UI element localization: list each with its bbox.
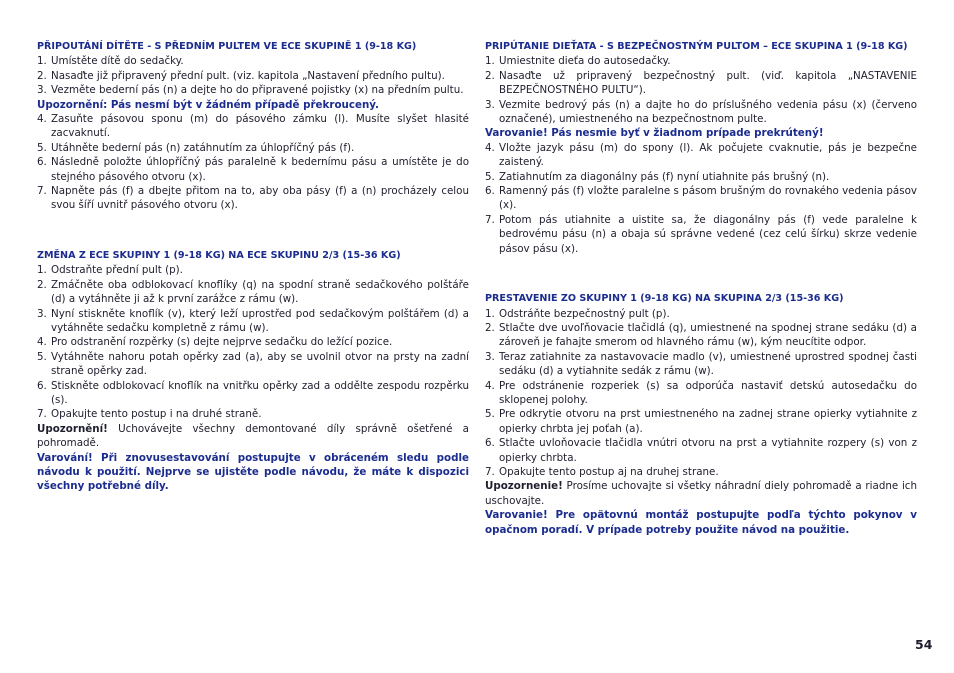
instruction-item	[485, 141, 917, 170]
item-number: 1.	[37, 55, 47, 68]
item-text: Stlačte dve uvoľňovacie tlačidlá (q), umiestnené na spodnej strane sedáku (d) a zároveň je fahajte smerom od hlavného rámu (w), kým neucítite odpor.	[499, 321, 917, 349]
item-text: Stiskněte odblokovací knoflík na vnitřku opěrky zad a oddělte zespodu rozpěrku (s).	[51, 379, 469, 406]
instruction-item	[37, 307, 469, 336]
instruction-item	[485, 213, 917, 256]
item-text: Nasaďte již připravený přední pult. (viz. kapitola „Nastavení předního pultu).	[51, 69, 445, 82]
instruction-item	[37, 379, 469, 408]
item-text: Stlačte uvloňovacie tlačidla vnútri otvoru na prst a vytiahnite rozpery (s) von z opierky chrbta.	[499, 437, 917, 464]
instruction-item	[37, 184, 469, 213]
item-number: 4.	[485, 379, 495, 392]
item-number: 5.	[37, 350, 47, 363]
instruction-item	[37, 141, 469, 155]
instruction-item	[37, 350, 469, 379]
instruction-item	[37, 83, 469, 97]
instruction-item	[37, 407, 469, 421]
item-text: Odstraňte přední pult (p).	[51, 264, 183, 277]
item-text: Utáhněte bederní pás (n) zatáhnutím za úhlopříčný pás (f).	[51, 141, 355, 154]
item-text: Vezmite bedrový pás (n) a dajte ho do príslušného vedenia pásu (x) (červeno označené), umiestneného na bezpečnostnom pulte.	[499, 98, 917, 126]
note-label: Upozornenie!	[485, 480, 563, 493]
instruction-list	[485, 141, 917, 256]
item-number: 1.	[485, 55, 495, 68]
item-number: 4.	[37, 336, 47, 349]
section-heading: PŘIPOUTÁNÍ DÍTĚTE - S PŘEDNÍM PULTEM VE ECE SKUPINĚ 1 (9-18 KG)	[37, 41, 417, 52]
item-text: Pro odstranění rozpěrky (s) dejte nejprve sedačku do ležící pozice.	[51, 336, 393, 349]
item-text: Pre odstránenie rozperiek (s) sa odporúča nastaviť detskú autosedačku do sklopenej polohy.	[499, 379, 917, 406]
item-text: Napněte pás (f) a dbejte přitom na to, aby oba pásy (f) a (n) procházely celou svou šíří uvnitř pásového otvoru (x).	[51, 185, 469, 212]
item-text: Umístěte dítě do sedačky.	[51, 55, 184, 68]
item-text: Pre odkrytie otvoru na prst umiestneného na zadnej strane opierky vytiahnite z opierky chrbta jej poťah (a).	[499, 408, 917, 435]
item-text: Potom pás utiahnite a uistite sa, že diagonálny pás (f) vede paralelne k bedrovému pásu (n) a obaja sú správne vedené (cez celú šírku) skrze vedenie pásov pásu (x).	[499, 213, 917, 255]
item-number: 1.	[37, 264, 47, 277]
note-label: Upozornění!	[37, 422, 108, 435]
instruction-item	[485, 69, 917, 98]
item-number: 1.	[485, 307, 495, 320]
note-paragraph	[37, 422, 469, 451]
item-number: 2.	[485, 321, 495, 334]
instruction-list	[485, 54, 917, 126]
left-column	[37, 40, 469, 494]
item-number: 5.	[485, 170, 495, 183]
item-number: 6.	[485, 185, 495, 198]
warning-text: Upozornění: Pás nesmí být v žádném případě překroucený.	[37, 98, 379, 111]
section	[37, 249, 469, 494]
item-number: 5.	[37, 141, 47, 154]
item-number: 3.	[485, 350, 495, 363]
instruction-item	[485, 407, 917, 436]
instruction-item	[485, 350, 917, 379]
item-number: 3.	[37, 307, 47, 320]
instruction-item	[37, 54, 469, 68]
item-text: Následně položte úhlopříčný pás paralelně k bedernímu pásu a umístěte je do stejného pásového otvoru (x).	[51, 156, 469, 183]
item-number: 3.	[37, 84, 47, 97]
note-paragraph	[485, 479, 917, 508]
item-number: 3.	[485, 98, 495, 111]
item-number: 6.	[37, 379, 47, 392]
item-text: Nyní stiskněte knoflík (v), který leží uprostřed pod sedačkovým polštářem (d) a vytáhněte sedačku kompletně z rámu (w).	[51, 307, 469, 334]
item-text: Vezměte bederní pás (n) a dejte ho do připravené pojistky (x) na předním pultu.	[51, 84, 464, 97]
item-number: 5.	[485, 408, 495, 421]
instruction-list	[37, 263, 469, 421]
instruction-item	[37, 335, 469, 349]
page-number: 54	[915, 637, 933, 652]
right-column	[485, 40, 917, 537]
instruction-item	[37, 155, 469, 184]
warning-text: Varovanie! Pás nesmie byť v žiadnom prípade prekrútený!	[485, 127, 824, 140]
instruction-item	[37, 69, 469, 83]
section-heading: PRIPÚTANIE DIEŤATA - S BEZPEČNOSTNÝM PULTOM – ECE SKUPINA 1 (9-18 KG)	[485, 41, 908, 52]
instruction-item	[485, 54, 917, 68]
item-number: 4.	[37, 113, 47, 126]
section-heading: PRESTAVENIE ZO SKUPINY 1 (9-18 KG) NA SKUPINA 2/3 (15-36 KG)	[485, 293, 844, 305]
warning-text: Varování! Při znovusestavování postupujte v obráceném sledu podle návodu k použití. Nejprve se ujistěte podle návodu, že máte k dispozici všechny potřebné díly.	[37, 451, 469, 493]
item-text: Opakujte tento postup aj na druhej strane.	[499, 465, 719, 478]
instruction-item	[485, 170, 917, 184]
instruction-list	[37, 54, 469, 97]
item-text: Zatiahnutím za diagonálny pás (f) nyní utiahnite pás brušný (n).	[499, 170, 830, 183]
item-text: Vložte jazyk pásu (m) do spony (l). Ak počujete cvaknutie, pás je bezpečne zaistený.	[499, 141, 917, 169]
instruction-item	[485, 321, 917, 350]
item-number: 6.	[37, 156, 47, 169]
item-number: 2.	[37, 278, 47, 291]
warning-text: Varovanie! Pre opätovnú montáž postupujte podľa týchto pokynov v opačnom poradí. V prípade potreby použite návod na použitie.	[485, 509, 917, 536]
section-heading: ZMĚNA Z ECE SKUPINY 1 (9-18 KG) NA ECE SKUPINU 2/3 (15-36 KG)	[37, 249, 401, 261]
item-number: 2.	[485, 69, 495, 82]
item-number: 7.	[37, 185, 47, 198]
instruction-item	[37, 112, 469, 141]
instruction-item	[485, 465, 917, 479]
item-number: 7.	[485, 465, 495, 478]
item-text: Zmáčněte oba odblokovací knoflíky (q) na spodní straně sedačkového polštáře (d) a vytáhněte ji až k první zarážce z rámu (w).	[51, 278, 469, 306]
item-number: 2.	[37, 69, 47, 82]
instruction-item	[485, 379, 917, 408]
note-text: Prosíme uchovajte si všetky náhradní diely pohromadě a riadne ich uschovajte.	[485, 480, 917, 507]
item-text: Zasuňte pásovou sponu (m) do pásového zámku (l). Musíte slyšet hlasité zacvaknutí.	[51, 113, 469, 140]
instruction-item	[37, 263, 469, 277]
item-number: 6.	[485, 437, 495, 450]
item-number: 7.	[37, 408, 47, 421]
instruction-item	[485, 184, 917, 213]
section	[485, 40, 917, 256]
section	[485, 292, 917, 537]
instruction-list	[37, 112, 469, 213]
item-text: Ramenný pás (f) vložte paralelne s pásom brušným do rovnakého vedenia pásov (x).	[499, 185, 917, 212]
item-text: Opakujte tento postup i na druhé straně.	[51, 408, 262, 421]
item-number: 4.	[485, 141, 495, 154]
item-text: Umiestnite dieťa do autosedačky.	[499, 55, 671, 68]
instruction-item	[485, 436, 917, 465]
instruction-item	[37, 278, 469, 307]
section	[37, 40, 469, 213]
instruction-item	[485, 98, 917, 127]
note-text: Uchovávejte všechny demontované díly správně ošetřené a pohromadě.	[37, 422, 469, 450]
item-text: Teraz zatiahnite za nastavovacie madlo (v), umiestnené uprostred spodnej časti sedáku (d) a vytiahnite sedák z rámu (w).	[499, 350, 917, 378]
instruction-item	[485, 307, 917, 321]
item-text: Nasaďte už pripravený bezpečnostný pult. (viď. kapitola „NASTAVENIE BEZPEČNOSTNÉHO PULTU“).	[499, 69, 917, 97]
item-text: Odstráňte bezpečnostný pult (p).	[499, 307, 670, 320]
instruction-list	[485, 307, 917, 480]
item-text: Vytáhněte nahoru potah opěrky zad (a), aby se uvolnil otvor na prsty na zadní straně opěrky zad.	[51, 350, 469, 378]
item-number: 7.	[485, 213, 495, 226]
